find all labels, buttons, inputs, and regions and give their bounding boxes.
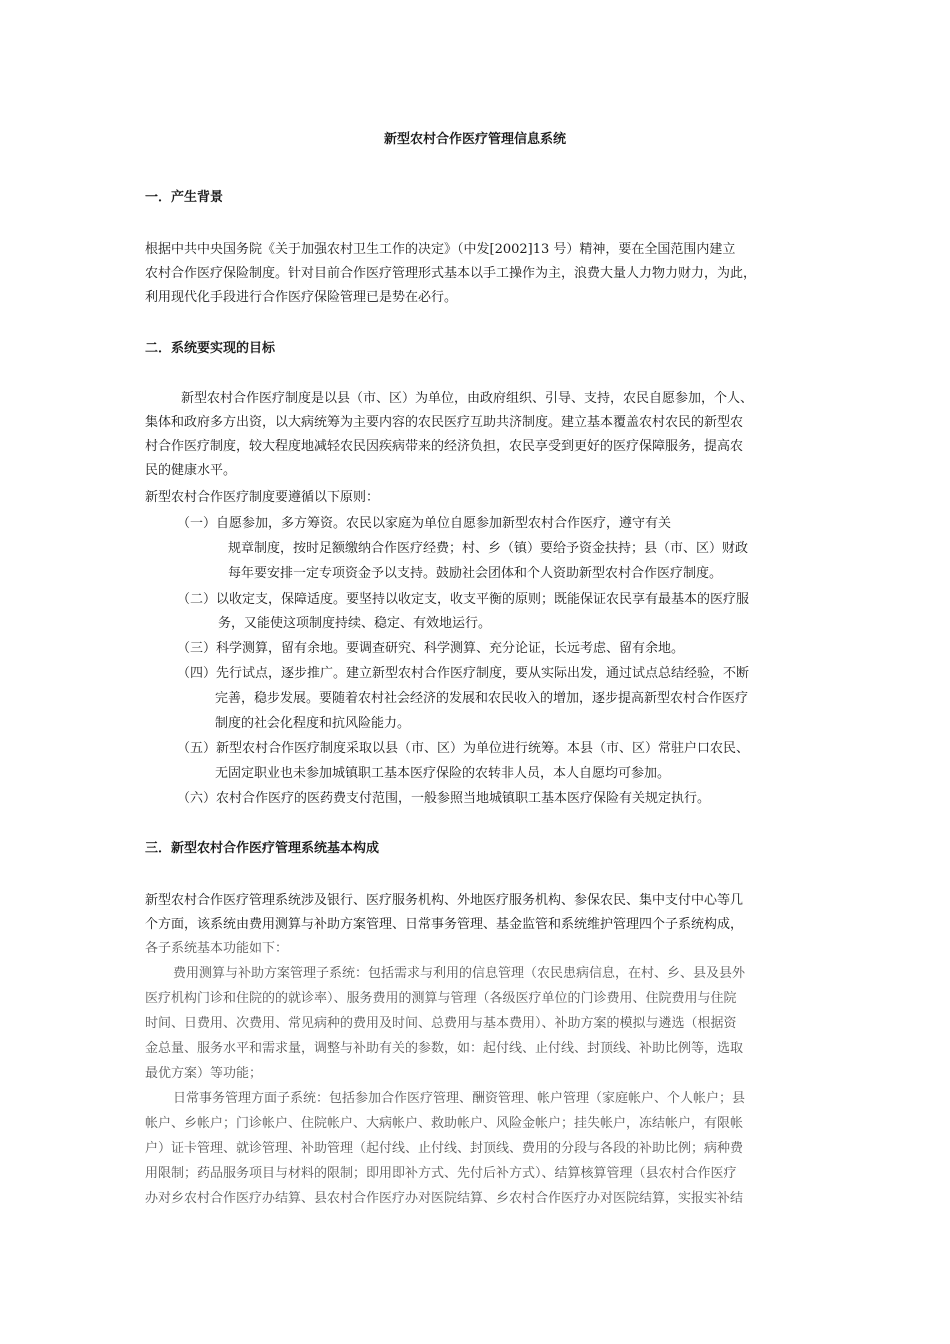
principle-2-first: （二）以收定支，保障适度。要坚持以收定支，收支平衡的原则；既能保证农民享有最基本的医疗服 [177,592,750,607]
s2-intro-line: 新型农村合作医疗制度是以县（市、区）为单位，由政府组织、引导、支持，农民自愿参加，个人、 [181,391,754,406]
s1-line: 利用现代化手段进行合作医疗保险管理已是势在必行。 [145,290,458,305]
principle-4-cont: 制度的社会化程度和抗风险能力。 [215,716,411,731]
s1-line: 根据中共中央国务院《关于加强农村卫生工作的决定》（中发[2002]13 号）精神，要在全国范围内建立 [145,242,736,257]
subsystem-1-line: 医疗机构门诊和住院的的就诊率）、服务费用的测算与管理（各级医疗单位的门诊费用、住院费用与住院 [145,991,737,1006]
s3-intro-line: 新型农村合作医疗管理系统涉及银行、医疗服务机构、外地医疗服务机构、参保农民、集中支付中心等几 [145,893,744,908]
principle-5-first: （五）新型农村合作医疗制度采取以县（市、区）为单位进行统筹。本县（市、区）常驻户口农民、 [177,741,750,756]
s1-line: 农村合作医疗保险制度。针对目前合作医疗管理形式基本以手工操作为主，浪费大量人力物力财力，为此， [145,266,757,281]
principle-2-cont: 务，又能使这项制度持续、稳定、有效地运行。 [218,616,492,631]
subsystem-2-line: 日常事务管理方面子系统：包括参加合作医疗管理、酬资管理、帐户管理（家庭帐户、个人帐户；县 [173,1091,746,1106]
s3-intro-line: 个方面，该系统由费用测算与补助方案管理、日常事务管理、基金监管和系统维护管理四个子系统构成， [145,917,744,932]
section-2-heading: 二．系统要实现的目标 [145,341,276,356]
s2-intro-line: 民的健康水平。 [145,463,237,478]
subsystem-2-line: 用限制；药品服务项目与材料的限制；即用即补方式、先付后补方式）、结算核算管理（县农村合作医疗 [145,1166,737,1181]
subsystem-1-line: 金总量、服务水平和需求量，调整与补助有关的参数，如：起付线、止付线、封顶线、补助比例等，选取 [145,1041,744,1056]
s3-intro-line: 各子系统基本功能如下： [145,941,289,956]
subsystem-1-line: 时间、日费用、次费用、常见病种的费用及时间、总费用与基本费用）、补助方案的模拟与遴选（根据资 [145,1016,737,1031]
subsystem-2-line: 办对乡农村合作医疗办结算、县农村合作医疗办对医院结算、乡农村合作医疗办对医院结算，实报实补结 [145,1191,744,1206]
s2-intro-line: 村合作医疗制度，较大程度地减轻农民因疾病带来的经济负担，农民享受到更好的医疗保障服务，提高农 [145,439,744,454]
subsystem-2-line: 户）证卡管理、就诊管理、补助管理（起付线、止付线、封顶线、费用的分段与各段的补助比例；病种费 [145,1141,744,1156]
principle-5-cont: 无固定职业也未参加城镇职工基本医疗保险的农转非人员，本人自愿均可参加。 [215,766,671,781]
section-3-heading: 三．新型农村合作医疗管理系统基本构成 [145,841,380,856]
principles-lead: 新型农村合作医疗制度要遵循以下原则： [145,490,380,505]
principle-1-first: （一）自愿参加，多方筹资。农民以家庭为单位自愿参加新型农村合作医疗，遵守有关 [177,516,672,531]
subsystem-2-line: 帐户、乡帐户；门诊帐户、住院帐户、大病帐户、救助帐户、风险金帐户；挂失帐户，冻结帐户，有限帐 [145,1116,744,1131]
principle-6-first: （六）农村合作医疗的医药费支付范围，一般参照当地城镇职工基本医疗保险有关规定执行。 [177,791,711,806]
principle-4-first: （四）先行试点，逐步推广。建立新型农村合作医疗制度，要从实际出发，通过试点总结经验，不断 [177,666,750,681]
s2-intro-line: 集体和政府多方出资，以大病统筹为主要内容的农民医疗互助共济制度。建立基本覆盖农村农民的新型农 [145,415,744,430]
principle-1-cont: 每年要安排一定专项资金予以支持。鼓励社会团体和个人资助新型农村合作医疗制度。 [228,566,723,581]
subsystem-1-line: 最优方案）等功能； [145,1066,263,1081]
principle-3-first: （三）科学测算，留有余地。要调查研究、科学测算、充分论证，长远考虑、留有余地。 [177,641,685,656]
section-1-heading: 一．产生背景 [145,190,224,205]
principle-4-cont: 完善，稳步发展。要随着农村社会经济的发展和农民收入的增加，逐步提高新型农村合作医疗 [215,691,749,706]
document-title: 新型农村合作医疗管理信息系统 [383,132,566,147]
subsystem-1-line: 费用测算与补助方案管理子系统：包括需求与利用的信息管理（农民患病信息，在村、乡、县及县外 [173,966,746,981]
principle-1-cont: 规章制度，按时足额缴纳合作医疗经费；村、乡（镇）要给予资金扶持；县（市、区）财政 [228,541,749,556]
